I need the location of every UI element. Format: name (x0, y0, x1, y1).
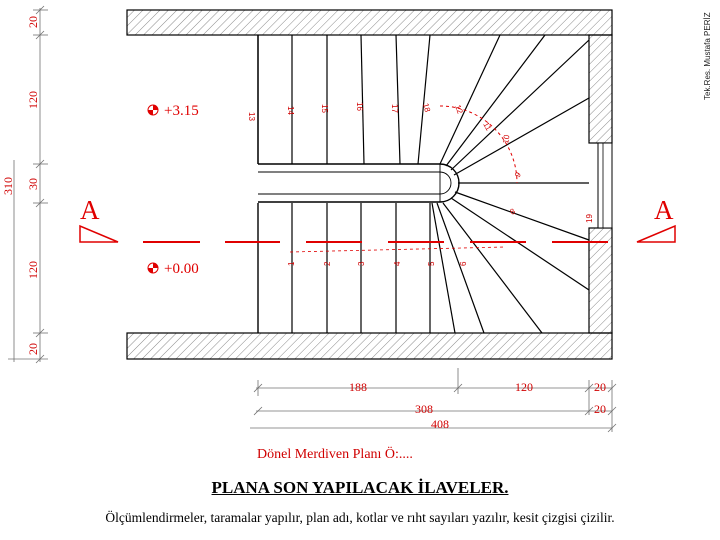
dimension-value: 120 (26, 91, 40, 109)
riser-number: 13 (247, 112, 256, 121)
section-arrow-left-icon (80, 226, 118, 242)
window-frame (598, 143, 612, 228)
right-wall-upper (589, 35, 612, 143)
left-dimension-values (1, 16, 40, 355)
riser-number: 4 (393, 261, 402, 266)
wall-hatching (127, 10, 612, 359)
tread-line (396, 35, 400, 164)
riser-number: 15 (320, 104, 329, 113)
riser-number: 5 (427, 261, 436, 266)
tread-line (451, 40, 589, 170)
plan-title: Dönel Merdiven Planı Ö:.... (257, 447, 413, 462)
dimension-value: 308 (415, 402, 433, 416)
riser-number: 2 (323, 261, 332, 266)
level-symbol-icon (148, 105, 158, 115)
section-arrow-right-icon (637, 226, 675, 242)
stair-outline (258, 35, 459, 333)
tread-line (361, 35, 364, 164)
riser-number: 1 (287, 261, 296, 266)
tread-line (454, 98, 589, 175)
tread-line (418, 35, 433, 164)
tread-line (455, 192, 589, 240)
riser-number: 14 (286, 106, 295, 115)
riser-number: 8 (508, 206, 517, 217)
right-wall-lower (589, 228, 612, 333)
instruction-text: Ölçümlendirmeler, taramalar yapılır, plan adı, kotlar ve rıht sayıları yazılır, kesit çizgisi çizilir. (105, 510, 615, 525)
dimension-value: 20 (594, 402, 606, 416)
tread-line (440, 35, 500, 164)
stair-well (258, 164, 459, 202)
tread-line (443, 203, 542, 333)
section-marker-left (80, 195, 118, 242)
level-upper-label: +3.15 (164, 103, 199, 119)
dimension-value-overall: 310 (1, 177, 15, 195)
riser-number: 12 (453, 103, 465, 116)
riser-number: 10 (501, 134, 512, 145)
lower-flight-treads (292, 203, 430, 333)
tread-line (451, 198, 589, 290)
section-marker-right-label: A (654, 195, 674, 225)
dimension-value: 120 (26, 261, 40, 279)
dimension-value: 20 (594, 380, 606, 394)
riser-number: 11 (481, 120, 494, 133)
riser-number: 6 (459, 261, 468, 266)
riser-number: 3 (357, 261, 366, 266)
upper-flight-treads (258, 35, 433, 164)
level-symbol-icon (148, 263, 158, 273)
top-wall (127, 10, 612, 35)
riser-number: 17 (390, 104, 399, 113)
dimension-value: 120 (515, 380, 533, 394)
level-mark-upper (148, 103, 199, 119)
dimension-value: 408 (431, 417, 449, 431)
riser-number: 19 (585, 214, 594, 223)
section-marker-left-label: A (80, 195, 100, 225)
tread-line (446, 35, 545, 166)
winder-treads (432, 35, 589, 333)
riser-number: 9 (512, 170, 523, 179)
dimension-value: 20 (26, 16, 40, 28)
dimension-value: 30 (26, 178, 40, 190)
dimension-value: 188 (349, 380, 367, 394)
riser-number: 18 (421, 102, 433, 114)
bottom-wall (127, 333, 612, 359)
dimension-value: 20 (26, 343, 40, 355)
additions-heading: PLANA SON YAPILACAK İLAVELER. (211, 478, 509, 497)
walking-line-lower (290, 247, 505, 252)
level-mark-lower (148, 261, 199, 277)
well-handrail (258, 172, 451, 194)
riser-number: 16 (355, 102, 364, 111)
author-credit: Tek.Res. Mustafa PERİZ (703, 12, 712, 100)
level-lower-label: +0.00 (164, 261, 199, 277)
section-marker-right (637, 195, 675, 242)
